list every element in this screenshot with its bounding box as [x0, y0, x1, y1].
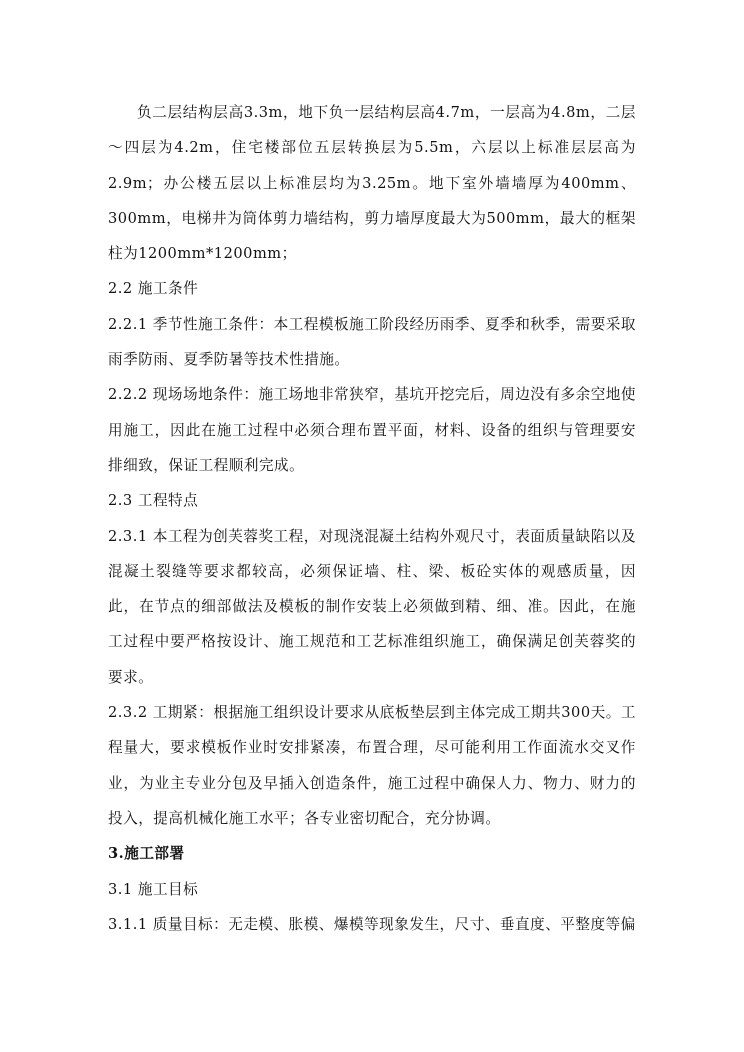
- paragraph-2-3-1: 2.3.1 本工程为创芙蓉奖工程，对现浇混凝土结构外观尺寸，表面质量缺陷以及混凝土裂缝等要求都较高，必须保证墙、柱、梁、板砼实体的观感质量，因此，在节点的细部做法及模板的制作安装上必须做到精、细、准。因此，在施工过程中要严格按设计、施工规范和工艺标准组织施工，确保满足创芙蓉奖的要求。: [108, 527, 636, 686]
- paragraph-3-1-1: 3.1.1 质量目标：无走模、胀模、爆模等现象发生，尺寸、垂直度、平整度等偏: [108, 915, 636, 933]
- section-heading-3-1: 3.1 施工目标: [108, 880, 199, 898]
- chapter-heading-3: 3.施工部署: [108, 845, 185, 863]
- section-heading-2-2: 2.2 施工条件: [108, 280, 199, 298]
- paragraph-structure-heights: 负二层结构层高3.3m，地下负一层结构层高4.7m，一层高为4.8m，二层～四层为4.2m，住宅楼部位五层转换层为5.5m，六层以上标准层层高为2.9m；办公楼五层以上标准层均为3.25m。地下室外墙墙厚为400mm、300mm，电梯井为筒体剪力墙结构，剪力墙厚度最大为500mm，最大的框架柱为1200mm*1200mm；: [108, 104, 636, 263]
- paragraph-2-2-2: 2.2.2 现场场地条件：施工场地非常狭窄，基坑开挖完后，周边没有多余空地使用施工，因此在施工过程中必须合理布置平面，材料、设备的组织与管理要安排细致，保证工程顺利完成。: [108, 386, 636, 474]
- paragraph-2-2-1: 2.2.1 季节性施工条件：本工程模板施工阶段经历雨季、夏季和秋季，需要采取雨季防雨、夏季防暑等技术性措施。: [108, 315, 636, 369]
- section-heading-2-3: 2.3 工程特点: [108, 492, 199, 510]
- paragraph-2-3-2: 2.3.2 工期紧：根据施工组织设计要求从底板垫层到主体完成工期共300天。工程量大，要求模板作业时安排紧凑，布置合理，尽可能利用工作面流水交叉作业，为业主专业分包及早插入创造条件，施工过程中确保人力、物力、财力的投入，提高机械化施工水平；各专业密切配合，充分协调。: [108, 704, 636, 827]
